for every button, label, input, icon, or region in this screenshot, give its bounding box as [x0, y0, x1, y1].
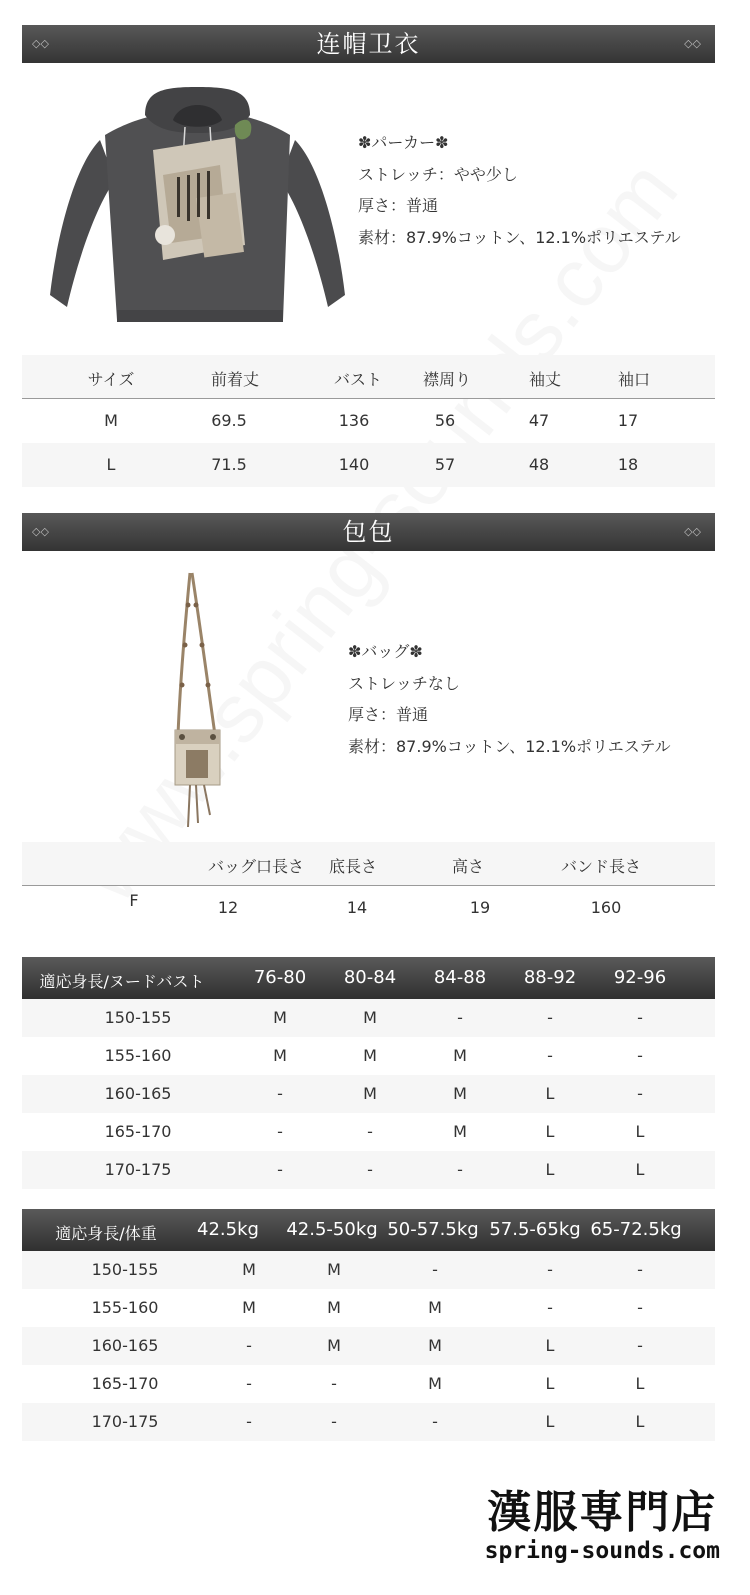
table-cell: 71.5: [211, 455, 247, 474]
table-cell: M: [273, 1046, 287, 1065]
shop-url: spring-sounds.com: [484, 1538, 720, 1564]
table-row: [22, 399, 715, 443]
ornament-icon: ◇◇: [32, 37, 49, 50]
header-cell: 高さ: [451, 857, 485, 876]
ornament-icon: ◇◇: [684, 37, 701, 50]
ornament-icon: ◇◇: [684, 525, 701, 538]
table-cell: M: [327, 1260, 341, 1279]
table-cell: 17: [617, 411, 639, 430]
table-cell: M: [242, 1260, 256, 1279]
table-row: [22, 1403, 715, 1441]
header-cell: 袖丈: [528, 370, 562, 389]
table-cell: -: [277, 1084, 283, 1103]
table-cell: -: [457, 1008, 463, 1027]
weight-size-guide-table: [22, 1209, 715, 1441]
table-cell: L: [106, 455, 116, 474]
table-cell: M: [453, 1046, 467, 1065]
table-cell: -: [547, 1260, 553, 1279]
table-cell: M: [428, 1374, 442, 1393]
table-cell: 170-175: [91, 1412, 159, 1431]
table-cell: L: [545, 1374, 555, 1393]
table-header: [22, 1209, 715, 1251]
table-cell: 140: [338, 455, 370, 474]
header-cell: バッグ口長さ: [207, 857, 305, 876]
table-cell: 18: [617, 455, 639, 474]
table-cell: M: [428, 1336, 442, 1355]
table-cell: M: [428, 1298, 442, 1317]
bag-desc-line: ストレッチなし: [348, 673, 460, 693]
table-cell: L: [545, 1412, 555, 1431]
table-cell: M: [363, 1046, 377, 1065]
table-cell: 160-165: [104, 1084, 172, 1103]
table-header: [22, 842, 715, 886]
section-title-hoodie: 连帽卫衣: [316, 30, 421, 58]
bag-size-table: [22, 842, 715, 930]
table-row: [22, 1075, 715, 1113]
table-row: [22, 443, 715, 487]
table-cell: M: [363, 1008, 377, 1027]
bust-size-guide-table: [22, 957, 715, 1189]
hoodie-desc-line: ストレッチ：やや少し: [358, 164, 518, 184]
header-cell: 80-84: [343, 967, 397, 988]
header-cell: 襟周り: [422, 370, 472, 389]
table-cell: F: [129, 891, 139, 910]
hoodie-desc-line: 素材：87.9%コットン、12.1%ポリエステル: [358, 227, 681, 247]
header-cell: 50-57.5kg: [387, 1219, 479, 1240]
hoodie-desc-line: ✽パーカー✽: [358, 133, 449, 152]
shop-brand: [485, 1488, 720, 1564]
table-cell: -: [637, 1260, 643, 1279]
table-cell: -: [246, 1336, 252, 1355]
table-row: [22, 1151, 715, 1189]
table-row: [22, 1113, 715, 1151]
table-row: [22, 999, 715, 1037]
table-cell: 160-165: [91, 1336, 159, 1355]
table-cell: -: [457, 1160, 463, 1179]
table-cell: 48: [528, 455, 550, 474]
shop-name: 漢服専門店: [487, 1487, 718, 1538]
header-cell: 42.5-50kg: [286, 1219, 378, 1240]
table-cell: L: [545, 1160, 555, 1179]
table-cell: -: [331, 1412, 337, 1431]
table-cell: L: [635, 1412, 645, 1431]
table-cell: L: [635, 1122, 645, 1141]
header-cell: 88-92: [523, 967, 577, 988]
section-banner-hoodie: [22, 25, 715, 63]
hoodie-description: [358, 127, 681, 253]
table-cell: 155-160: [104, 1046, 172, 1065]
table-row: [22, 1037, 715, 1075]
table-cell: 136: [338, 411, 370, 430]
table-cell: M: [327, 1336, 341, 1355]
table-cell: 165-170: [104, 1122, 172, 1141]
table-cell: L: [635, 1160, 645, 1179]
table-cell: -: [637, 1298, 643, 1317]
hoodie-product-image: [45, 85, 350, 330]
bag-product-image: [160, 565, 240, 835]
table-cell: -: [367, 1122, 373, 1141]
table-cell: L: [635, 1374, 645, 1393]
table-cell: M: [104, 411, 118, 430]
header-cell: 42.5kg: [197, 1219, 259, 1240]
table-cell: -: [432, 1260, 438, 1279]
table-cell: -: [637, 1084, 643, 1103]
bag-desc-line: 素材：87.9%コットン、12.1%ポリエステル: [348, 736, 671, 756]
section-banner-bag: [22, 513, 715, 551]
table-header: [22, 355, 715, 399]
table-cell: -: [547, 1298, 553, 1317]
table-cell: 56: [434, 411, 456, 430]
table-cell: -: [246, 1374, 252, 1393]
table-cell: -: [547, 1046, 553, 1065]
table-cell: 150-155: [91, 1260, 159, 1279]
table-cell: M: [453, 1084, 467, 1103]
table-cell: M: [327, 1298, 341, 1317]
table-cell: 165-170: [91, 1374, 159, 1393]
table-cell: 160: [590, 898, 622, 917]
table-cell: 47: [528, 411, 550, 430]
table-cell: -: [432, 1412, 438, 1431]
header-cell: 前着丈: [210, 370, 260, 389]
table-cell: 19: [469, 898, 491, 917]
bag-desc-line: 厚さ：普通: [348, 705, 429, 724]
table-cell: L: [545, 1084, 555, 1103]
header-cell: 76-80: [253, 967, 307, 988]
header-cell: 65-72.5kg: [590, 1219, 682, 1240]
table-cell: -: [277, 1122, 283, 1141]
table-row: [22, 1251, 715, 1289]
header-cell: 84-88: [433, 967, 487, 988]
table-row: [22, 1365, 715, 1403]
table-cell: 170-175: [104, 1160, 172, 1179]
header-cell: サイズ: [87, 370, 135, 389]
table-cell: M: [363, 1084, 377, 1103]
table-cell: 155-160: [91, 1298, 159, 1317]
header-cell: バンド長さ: [560, 857, 642, 876]
header-cell: 底長さ: [328, 857, 378, 876]
table-row: [22, 886, 715, 930]
table-cell: -: [367, 1160, 373, 1179]
table-cell: -: [637, 1336, 643, 1355]
bag-description: [348, 636, 671, 762]
header-cell: 57.5-65kg: [489, 1219, 581, 1240]
table-cell: 12: [217, 898, 239, 917]
section-title-bag: 包包: [342, 518, 395, 546]
table-row: [22, 1327, 715, 1365]
table-cell: -: [277, 1160, 283, 1179]
table-cell: -: [246, 1412, 252, 1431]
table-row: [22, 1289, 715, 1327]
table-cell: -: [547, 1008, 553, 1027]
table-cell: M: [242, 1298, 256, 1317]
table-cell: L: [545, 1122, 555, 1141]
table-cell: 14: [346, 898, 368, 917]
hoodie-size-table: [22, 355, 715, 487]
table-cell: M: [273, 1008, 287, 1027]
table-cell: L: [545, 1336, 555, 1355]
hoodie-desc-line: 厚さ：普通: [358, 196, 439, 215]
table-cell: -: [331, 1374, 337, 1393]
header-cell: 適応身長/ヌードバスト: [39, 972, 205, 991]
bag-desc-line: ✽バッグ✽: [348, 642, 423, 661]
header-cell: 袖口: [617, 370, 651, 389]
ornament-icon: ◇◇: [32, 525, 49, 538]
table-header: [22, 957, 715, 999]
header-cell: 92-96: [613, 967, 667, 988]
table-cell: -: [637, 1046, 643, 1065]
table-cell: -: [637, 1008, 643, 1027]
table-cell: 150-155: [104, 1008, 172, 1027]
table-cell: M: [453, 1122, 467, 1141]
header-cell: バスト: [333, 370, 383, 389]
table-cell: 69.5: [211, 411, 247, 430]
header-cell: 適応身長/体重: [55, 1224, 157, 1243]
table-cell: 57: [434, 455, 456, 474]
